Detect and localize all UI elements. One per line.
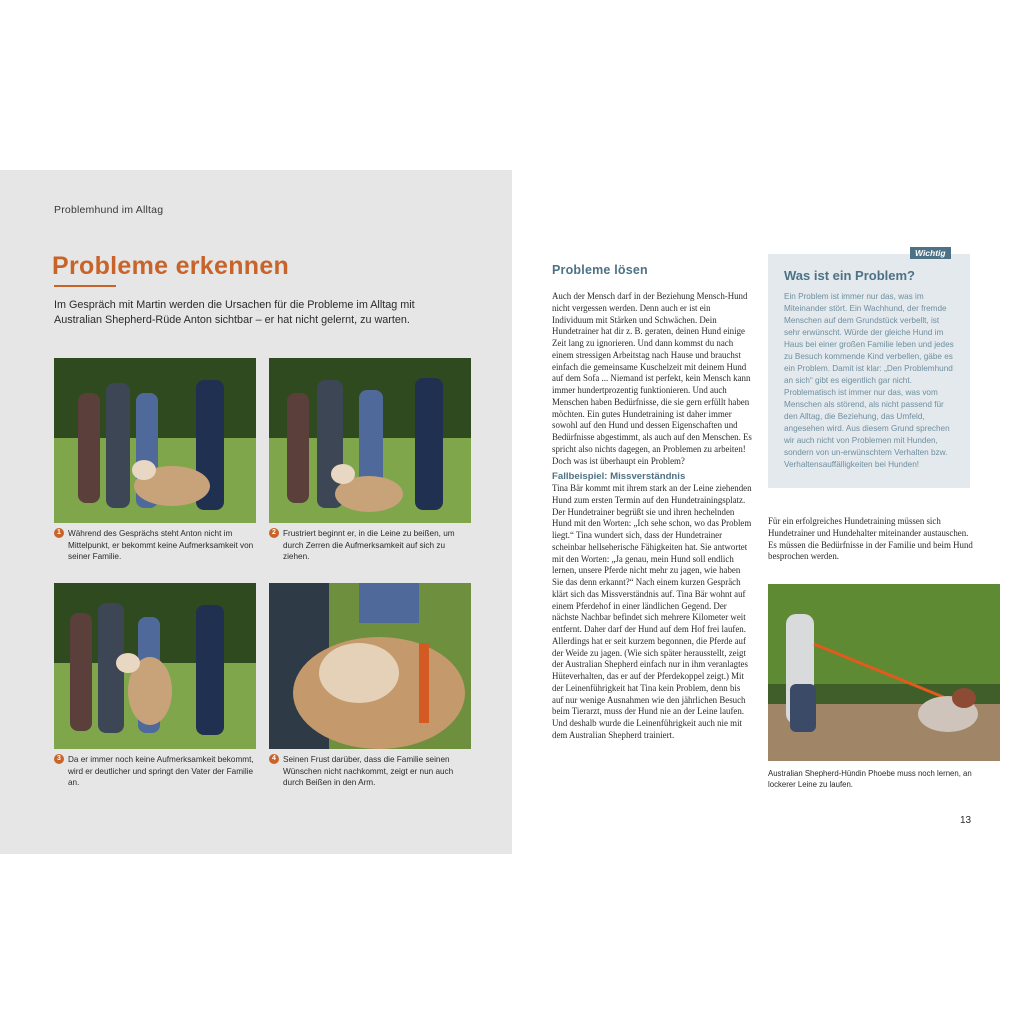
caption-text-2: Frustriert beginnt er, in die Leine zu beißen, um durch Zerren die Aufmerksamkeit auf sich zu ziehen. <box>283 529 455 561</box>
photo-1 <box>54 358 256 523</box>
body-paragraph-3: Für ein erfolgreiches Hundetraining müssen sich Hundetrainer und Hundehalter miteinander austauschen. Es müssen die Bedürfnisse in der Familie und beim Hund besprochen werden. <box>768 516 973 562</box>
page-number: 13 <box>960 815 972 826</box>
body-column <box>552 291 752 742</box>
info-box <box>768 254 970 488</box>
caption-4 <box>269 754 469 789</box>
photo-caption: Australian Shepherd-Hündin Phoebe muss noch lernen, an lockerer Leine zu laufen. <box>768 769 972 789</box>
caption-text-3: Da er immer noch keine Aufmerksamkeit bekommt, wird er deutlicher und springt den Vater der Familie an. <box>68 755 254 787</box>
page-title: Probleme erkennen <box>52 252 290 280</box>
photo-3 <box>54 583 256 749</box>
caption-1 <box>54 528 254 563</box>
left-page <box>0 170 512 854</box>
info-box-title: Was ist ein Problem? <box>784 268 915 283</box>
body-paragraph-2: Tina Bär kommt mit ihrem stark an der Leine ziehenden Hund zum ersten Termin auf den Hundetrainingsplatz. Der Hundetrainer begrüßt sie und ihren hechelnden Hund mit den Worten: „Ich sehe schon, wo das Problem liegt.“ Tina wundert sich, dass der Hundetrainer scheinbar hellseherische Fähigkeiten hat. Sie antwortet mit den Worten: „Ja genau, mein Hund soll endlich lernen, unsere Pferde nicht mehr zu jagen, wie haben Sie das denn erkannt?“ Nach einem kurzen Gespräch klärt sich das Missverständnis auf. Tina Bär wohnt auf einem Pferdehof in einer ländlichen Gegend. Der nächste Nachbar befindet sich mehrere Kilometer weit entfernt. Daher darf der Hund auf dem Hof frei laufen. Allerdings hat er seit kurzem begonnen, die Pferde auf der Weide zu jagen. (Wie sich später herausstellt, zeigt der Australian Shepherd einfach nur in ihm veranlagtes Hüteverhalten, das er auf der Pferdekoppel zeigt.) Mit der Leinenführigkeit hat Tina kein Problem, denn bis auf nur wenige Ausnahmen wie den jährlichen Besuch beim Tierarzt, muss der Hund nie an der Leine laufen. Und deshalb wurde die Leinenführigkeit auch nie mit dem Australian Shepherd trainiert. <box>552 483 752 740</box>
photo-5 <box>768 584 1000 761</box>
caption-3 <box>54 754 254 789</box>
caption-number-3: 3 <box>54 754 64 764</box>
caption-2 <box>269 528 469 563</box>
caption-number-1: 1 <box>54 528 64 538</box>
section-title: Probleme lösen <box>552 263 648 277</box>
running-head: Problemhund im Alltag <box>54 204 164 216</box>
body-paragraph-1: Auch der Mensch darf in der Beziehung Mensch-Hund nicht vergessen werden. Denn auch er ist ein Individuum mit Stärken und Schwächen. Dein Hundetrainer hat dir z. B. geraten, deinen Hund einige Zeit lang zu ignorieren. Und dann kommst du nach einem stressigen Arbeitstag nach Hause und brauchst einfach die gemeinsame Kuschelzeit mit deinem Hund auf dem Sofa ... Niemand ist perfekt, kein Mensch kann immer hundertprozentig funktionieren. Und auch Menschen haben Bedürfnisse, die sie gern erfüllt haben möchten. Ein gutes Hundetraining ist daher immer sowohl auf den Hund und dessen Eigenschaften und Bedürfnisse abgestimmt, als auch auf den Menschen. Es spricht also nichts dagegen, an Problemen zu arbeiten! Doch was ist überhaupt ein Problem? <box>552 291 752 466</box>
info-box-text: Ein Problem ist immer nur das, was im Miteinander stört. Ein Wachhund, der fremde Menschen auf dem Grundstück verbellt, ist sehr erwünscht. Würde der gleiche Hund im Haus bei einer großen Familie leben und jedes zu Besuch kommende Kind verbellen, gäbe es ein Problem. Damit ist klar: „Den Problemhund an sich“ gibt es eigentlich gar nicht. Problematisch ist immer nur das, was vom Menschen als störend, als nicht passend für den Alltag, die Beziehung, das Umfeld, angesehen wird. Aus diesem Grund sprechen wir auch nicht von Problemen mit Hunden, sondern von un-erwünschtem Verhalten bzw. Verhaltensauffälligkeiten bei Hunden! <box>784 292 954 469</box>
intro-text: Im Gespräch mit Martin werden die Ursachen für die Probleme im Alltag mit Australian Shepherd-Rüde Anton sichtbar – er hat nicht gelernt, zu warten. <box>54 299 415 326</box>
photo-2 <box>269 358 471 523</box>
caption-text-4: Seinen Frust darüber, dass die Familie seinen Wünschen nicht nachkommt, zeigt er nun auch durch Beißen in den Arm. <box>283 755 454 787</box>
caption-text-1: Während des Gesprächs steht Anton nicht im Mittelpunkt, er bekommt keine Aufmerksamkeit von seiner Familie. <box>68 529 254 561</box>
caption-number-4: 4 <box>269 754 279 764</box>
case-subheading: Fallbeispiel: Missverständnis <box>552 471 686 483</box>
right-page <box>512 170 1024 854</box>
photo-4 <box>269 583 471 749</box>
caption-number-2: 2 <box>269 528 279 538</box>
title-underline <box>54 285 116 287</box>
info-tag: Wichtig <box>910 247 951 259</box>
